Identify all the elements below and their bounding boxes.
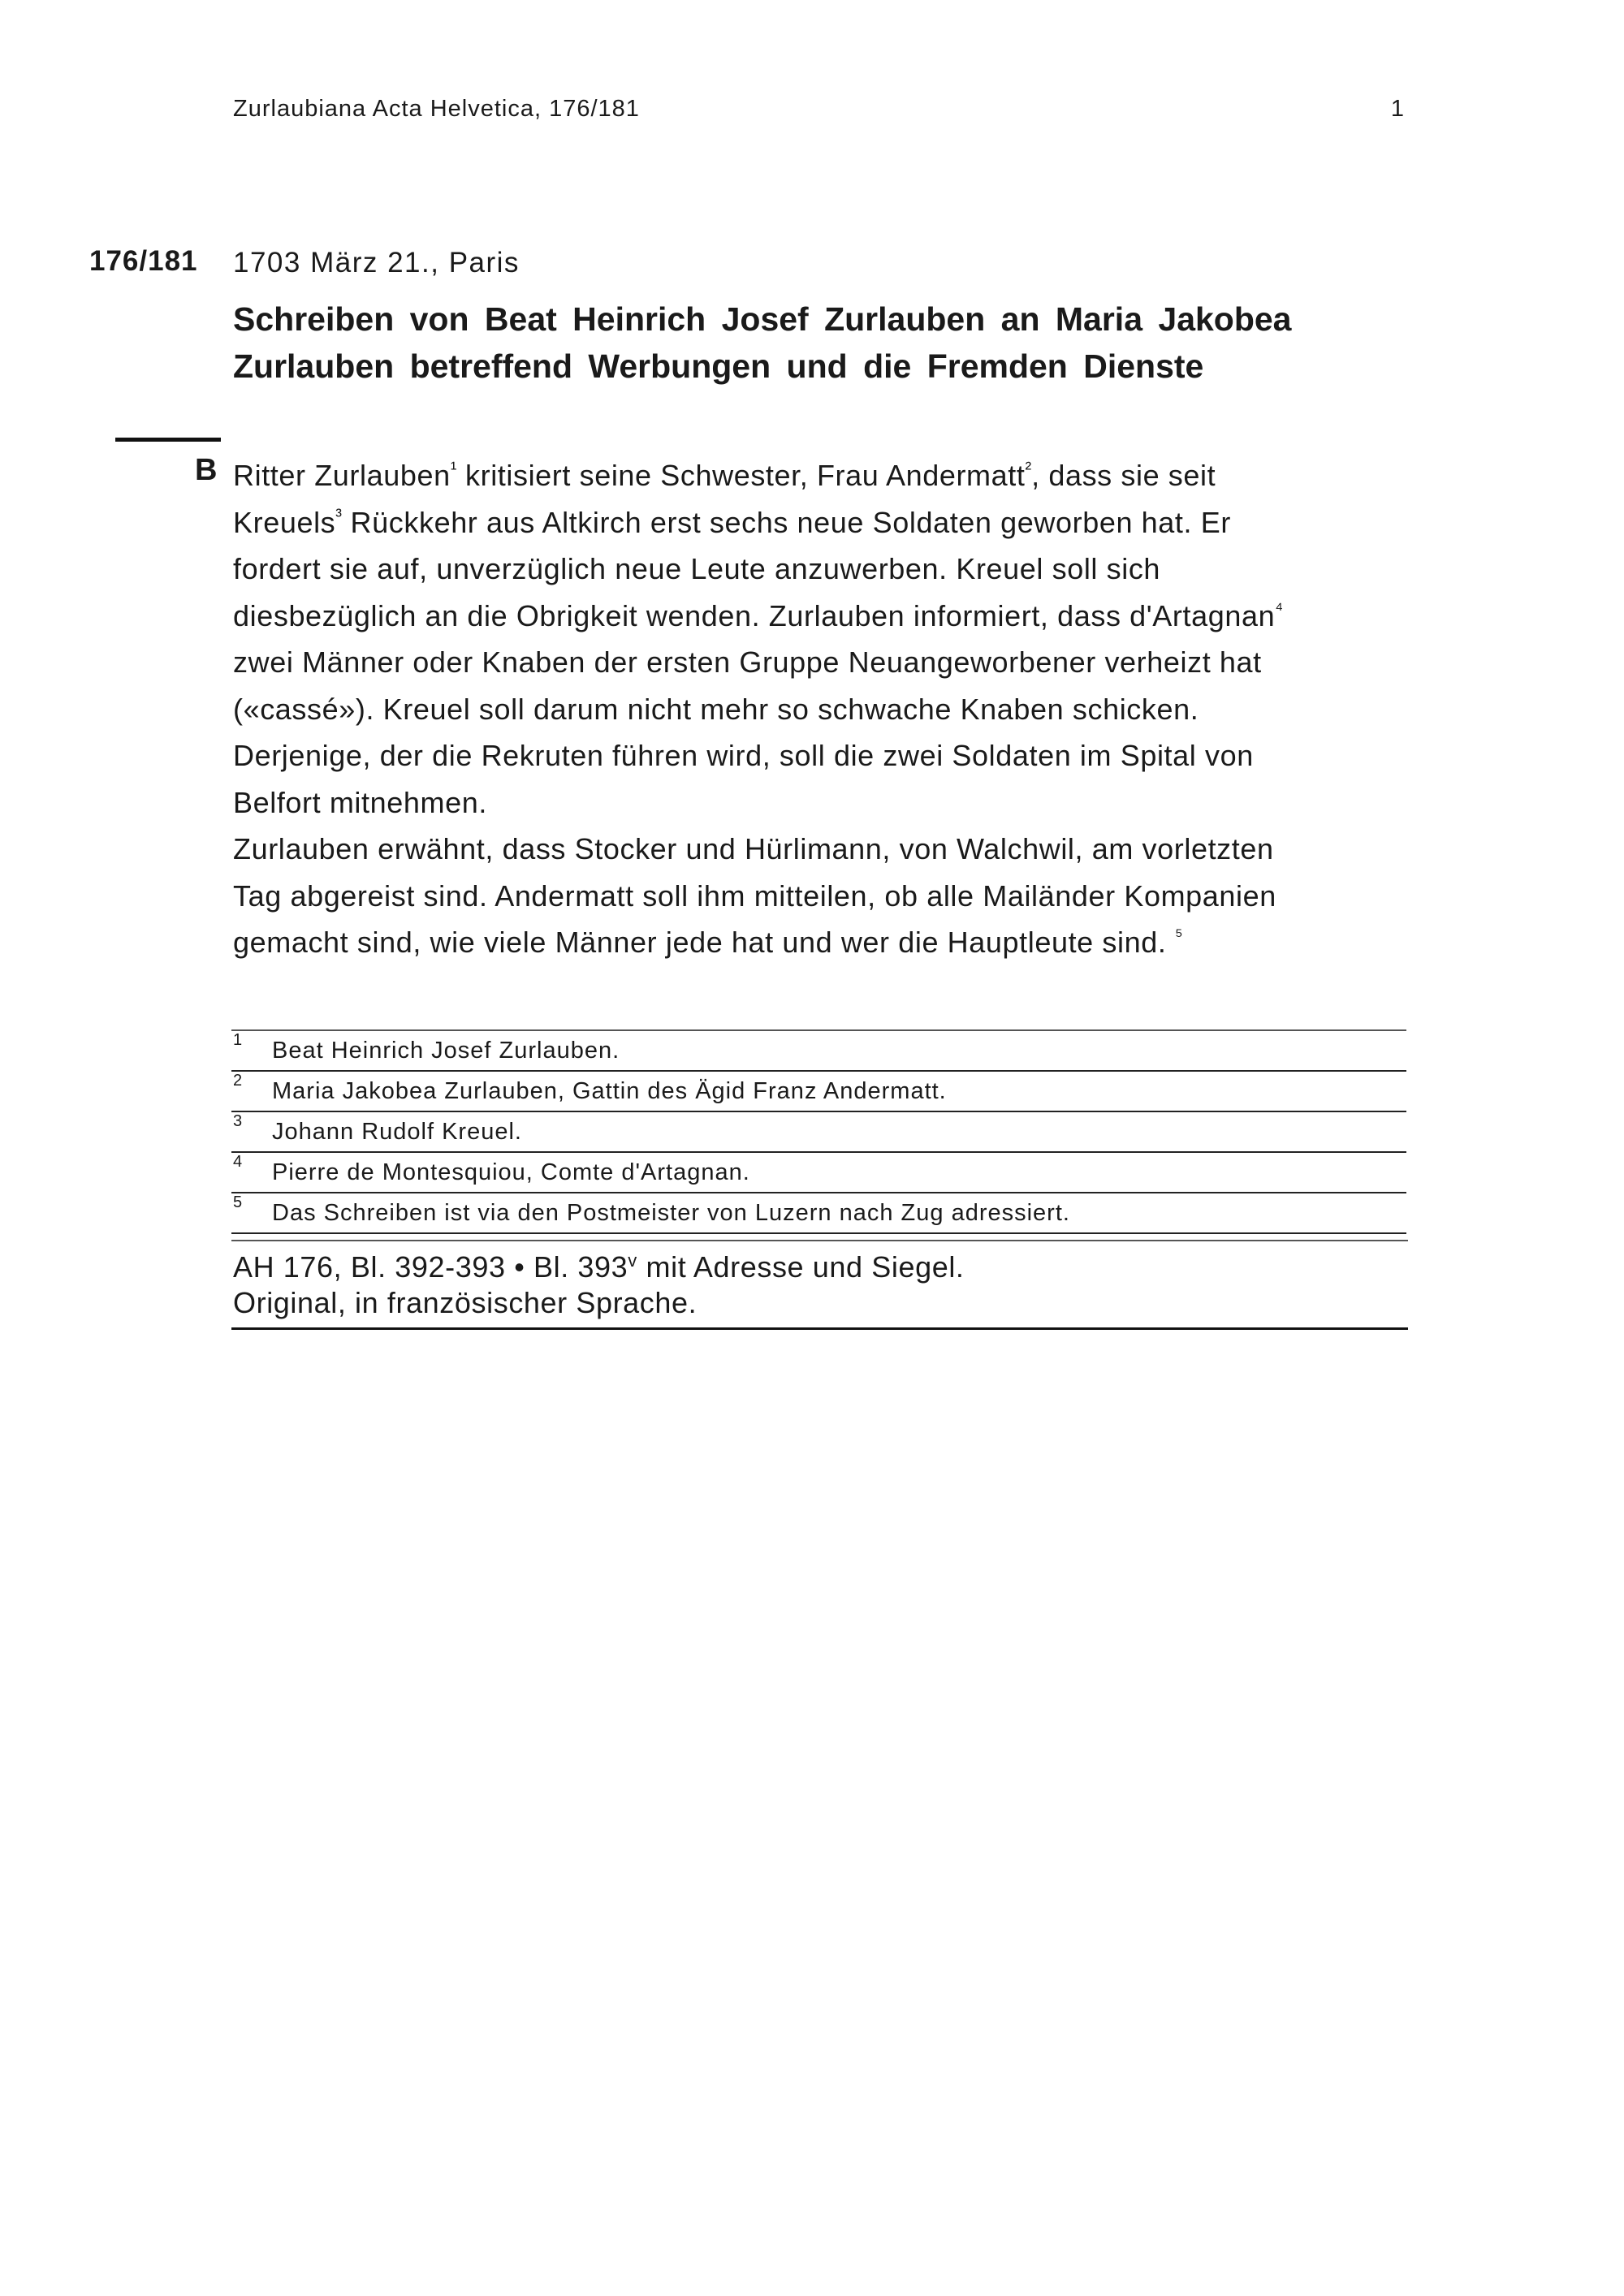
source-line: Original, in französischer Sprache.: [233, 1286, 698, 1319]
footnote-number: 3: [233, 1112, 244, 1130]
footnote-item: [231, 1072, 1406, 1112]
footnotes-list: [231, 1029, 1406, 1234]
footnote-number: 1: [233, 1031, 244, 1049]
summary-fragment: Rückkehr aus Altkirch erst sechs neue Soldaten geworben hat. Er: [350, 505, 1231, 539]
summary-line: zwei Männer oder Knaben der ersten Gruppe Neuangeworbener verheizt hat: [233, 645, 1262, 679]
footnote-item: [231, 1193, 1406, 1234]
source-reference: [231, 1240, 1408, 1330]
summary-text: [233, 452, 1419, 966]
footnote-text: Maria Jakobea Zurlauben, Gattin des Ägid Franz Andermatt.: [272, 1078, 947, 1104]
page-number: 1: [1390, 96, 1405, 122]
summary-fragment: diesbezüglich an die Obrigkeit wenden. Zurlauben informiert, dass d'Artagnan: [233, 598, 1276, 632]
document-number: 176/181: [89, 245, 198, 277]
footnote-item: [231, 1153, 1406, 1193]
footnote-ref[interactable]: ¹: [450, 458, 457, 479]
source-marker: B: [195, 453, 218, 487]
footnote-ref[interactable]: ³: [335, 504, 342, 526]
footnote-ref[interactable]: ⁵: [1175, 925, 1183, 946]
footnote-text: Das Schreiben ist via den Postmeister von Luzern nach Zug adressiert.: [272, 1200, 1070, 1226]
summary-fragment: Ritter Zurlauben: [233, 459, 451, 492]
footnote-text: Johann Rudolf Kreuel.: [272, 1119, 522, 1145]
footnote-item: [231, 1112, 1406, 1153]
document-title: [233, 296, 1370, 390]
document-date-place: 1703 März 21., Paris: [233, 247, 520, 278]
footnote-ref[interactable]: ²: [1025, 458, 1032, 479]
summary-line: [233, 593, 1419, 640]
summary-line: Zurlauben erwähnt, dass Stocker und Hürlimann, von Walchwil, am vorletzten: [233, 832, 1274, 865]
source-line: [233, 1249, 1408, 1285]
source-fragment: AH 176, Bl. 392-393 • Bl. 393: [233, 1250, 628, 1284]
summary-fragment: kritisiert seine Schwester, Frau Andermatt: [465, 459, 1026, 492]
footnote-item: [231, 1031, 1406, 1072]
footnote-ref[interactable]: ⁴: [1275, 598, 1284, 619]
summary-line: Derjenige, der die Rekruten führen wird, soll die zwei Soldaten im Spital von: [233, 739, 1254, 772]
summary-fragment: gemacht sind, wie viele Männer jede hat und wer die Hauptleute sind.: [233, 926, 1167, 959]
summary-line: fordert sie auf, unverzüglich neue Leute anzuwerben. Kreuel soll sich: [233, 552, 1161, 585]
summary-line: [233, 452, 1419, 499]
summary-line: Tag abgereist sind. Andermatt soll ihm mitteilen, ob alle Mailänder Kompanien: [233, 878, 1276, 913]
margin-rule: [115, 438, 221, 442]
running-header-title: Zurlaubiana Acta Helvetica, 176/181: [233, 96, 640, 122]
footnote-number: 5: [233, 1193, 244, 1211]
summary-fragment: , dass sie seit: [1031, 459, 1216, 492]
summary-line: Belfort mitnehmen.: [233, 785, 487, 819]
summary-fragment: Kreuels: [233, 505, 336, 539]
summary-line: («cassé»). Kreuel soll darum nicht mehr so schwache Knaben schicken.: [233, 692, 1199, 726]
document-title-line: Zurlauben betreffend Werbungen und die Fremden Dienste: [233, 347, 1204, 385]
footnote-text: Beat Heinrich Josef Zurlauben.: [272, 1038, 620, 1064]
document-title-line: Schreiben von Beat Heinrich Josef Zurlauben an Maria Jakobea: [233, 300, 1292, 338]
verso-mark: v: [628, 1250, 637, 1271]
footnote-number: 4: [233, 1153, 244, 1171]
running-header: [233, 96, 1405, 123]
footnote-number: 2: [233, 1072, 244, 1090]
summary-line: [233, 499, 1419, 546]
source-fragment: mit Adresse und Siegel.: [637, 1250, 965, 1284]
summary-line: [233, 919, 1419, 966]
footnote-text: Pierre de Montesquiou, Comte d'Artagnan.: [272, 1159, 750, 1185]
